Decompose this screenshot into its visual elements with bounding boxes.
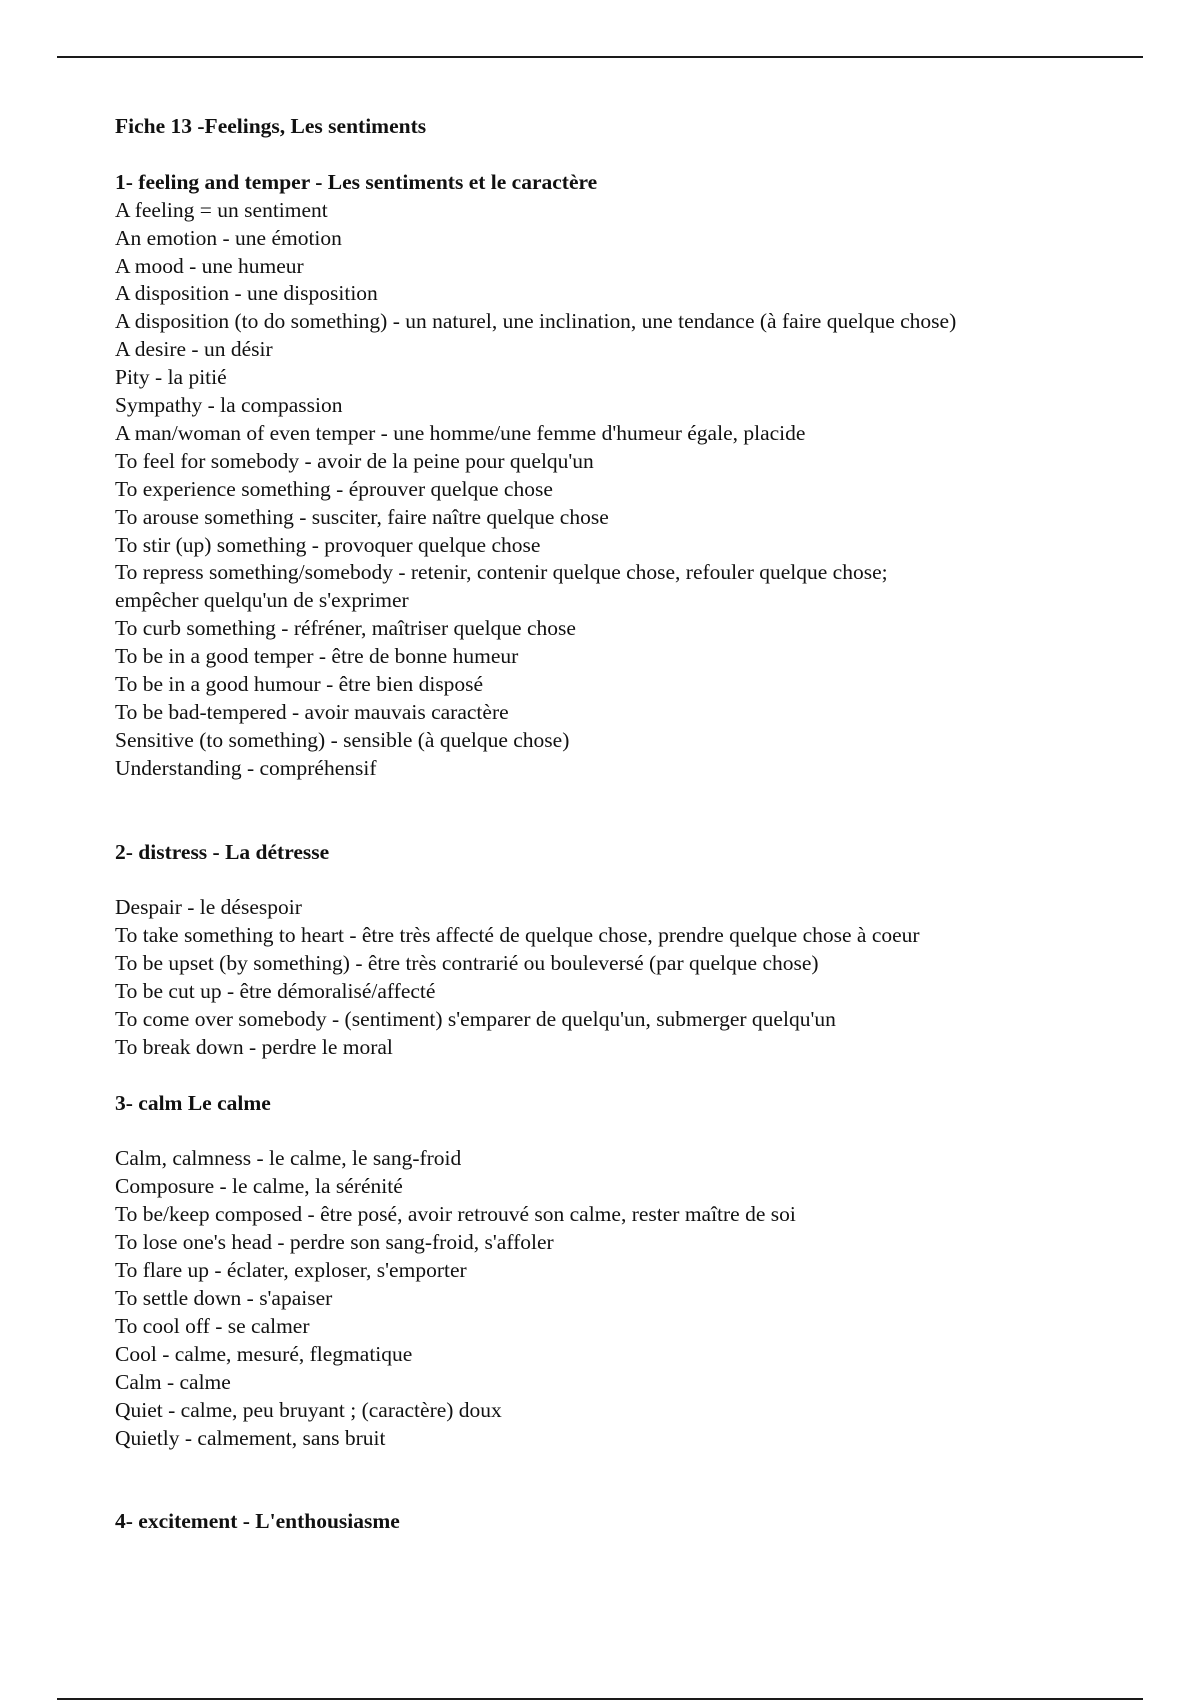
vocab-line: To repress something/somebody - retenir, contenir quelque chose, refouler quelque chose; bbox=[115, 560, 888, 585]
vocab-line: To cool off - se calmer bbox=[115, 1313, 310, 1338]
vocab-line: Pity - la pitié bbox=[115, 365, 227, 390]
section-excitement bbox=[115, 1508, 1125, 1536]
vocab-line: A man/woman of even temper - une homme/une femme d'humeur égale, placide bbox=[115, 420, 806, 445]
section-distress bbox=[115, 839, 1125, 1062]
document-body bbox=[115, 113, 1125, 1536]
vocab-line: To arouse something - susciter, faire naître quelque chose bbox=[115, 504, 609, 529]
vocab-line: To stir (up) something - provoquer quelque chose bbox=[115, 532, 541, 557]
vocab-line: To come over somebody - (sentiment) s'emparer de quelqu'un, submerger quelqu'un bbox=[115, 1006, 836, 1031]
section-calm bbox=[115, 1090, 1125, 1453]
vocab-line: Quiet - calme, peu bruyant ; (caractère) doux bbox=[115, 1397, 502, 1422]
vocab-line: To be bad-tempered - avoir mauvais caractère bbox=[115, 700, 509, 725]
vocab-line: To be upset (by something) - être très contrarié ou bouleversé (par quelque chose) bbox=[115, 951, 819, 976]
vocab-line: Calm - calme bbox=[115, 1369, 231, 1394]
vocab-line: Quietly - calmement, sans bruit bbox=[115, 1425, 386, 1450]
vocab-line: Sympathy - la compassion bbox=[115, 393, 343, 418]
vocab-line: To settle down - s'apaiser bbox=[115, 1285, 333, 1310]
vocab-line: To feel for somebody - avoir de la peine pour quelqu'un bbox=[115, 448, 594, 473]
vocab-line: A mood - une humeur bbox=[115, 253, 304, 278]
vocab-line: An emotion - une émotion bbox=[115, 225, 342, 250]
vocab-line: A disposition (to do something) - un naturel, une inclination, une tendance (à faire quelque chose) bbox=[115, 309, 957, 334]
vocab-line: To lose one's head - perdre son sang-froid, s'affoler bbox=[115, 1230, 554, 1255]
vocab-line: To take something to heart - être très affecté de quelque chose, prendre quelque chose à coeur bbox=[115, 923, 920, 948]
header-rule bbox=[57, 56, 1143, 58]
vocab-line: To be/keep composed - être posé, avoir retrouvé son calme, rester maître de soi bbox=[115, 1202, 796, 1227]
vocab-line: To be in a good humour - être bien disposé bbox=[115, 672, 484, 697]
vocab-line: A desire - un désir bbox=[115, 337, 273, 362]
vocab-line: Despair - le désespoir bbox=[115, 895, 302, 920]
section-feeling-and-temper bbox=[115, 169, 1125, 783]
vocab-line: To be in a good temper - être de bonne humeur bbox=[115, 644, 519, 669]
vocab-line: To flare up - éclater, exploser, s'emporter bbox=[115, 1258, 467, 1283]
vocab-line: empêcher quelqu'un de s'exprimer bbox=[115, 588, 409, 613]
section-heading: 4- excitement - L'enthousiasme bbox=[115, 1509, 400, 1534]
vocab-line: Composure - le calme, la sérénité bbox=[115, 1174, 403, 1199]
section-heading: 3- calm Le calme bbox=[115, 1090, 271, 1115]
vocab-line: Cool - calme, mesuré, flegmatique bbox=[115, 1341, 413, 1366]
vocab-line: Understanding - compréhensif bbox=[115, 755, 377, 780]
document-title: Fiche 13 -Feelings, Les sentiments bbox=[115, 114, 427, 138]
vocab-line: To experience something - éprouver quelque chose bbox=[115, 476, 553, 501]
section-heading: 2- distress - La détresse bbox=[115, 839, 330, 864]
vocab-line: To break down - perdre le moral bbox=[115, 1034, 393, 1059]
vocab-line: Calm, calmness - le calme, le sang-froid bbox=[115, 1146, 462, 1171]
section-heading: 1- feeling and temper - Les sentiments et le caractère bbox=[115, 169, 598, 194]
vocab-line: A feeling = un sentiment bbox=[115, 197, 328, 222]
vocab-line: A disposition - une disposition bbox=[115, 281, 378, 306]
vocab-line: To be cut up - être démoralisé/affecté bbox=[115, 979, 436, 1004]
vocab-line: Sensitive (to something) - sensible (à quelque chose) bbox=[115, 727, 570, 752]
vocab-line: To curb something - réfréner, maîtriser quelque chose bbox=[115, 616, 576, 641]
